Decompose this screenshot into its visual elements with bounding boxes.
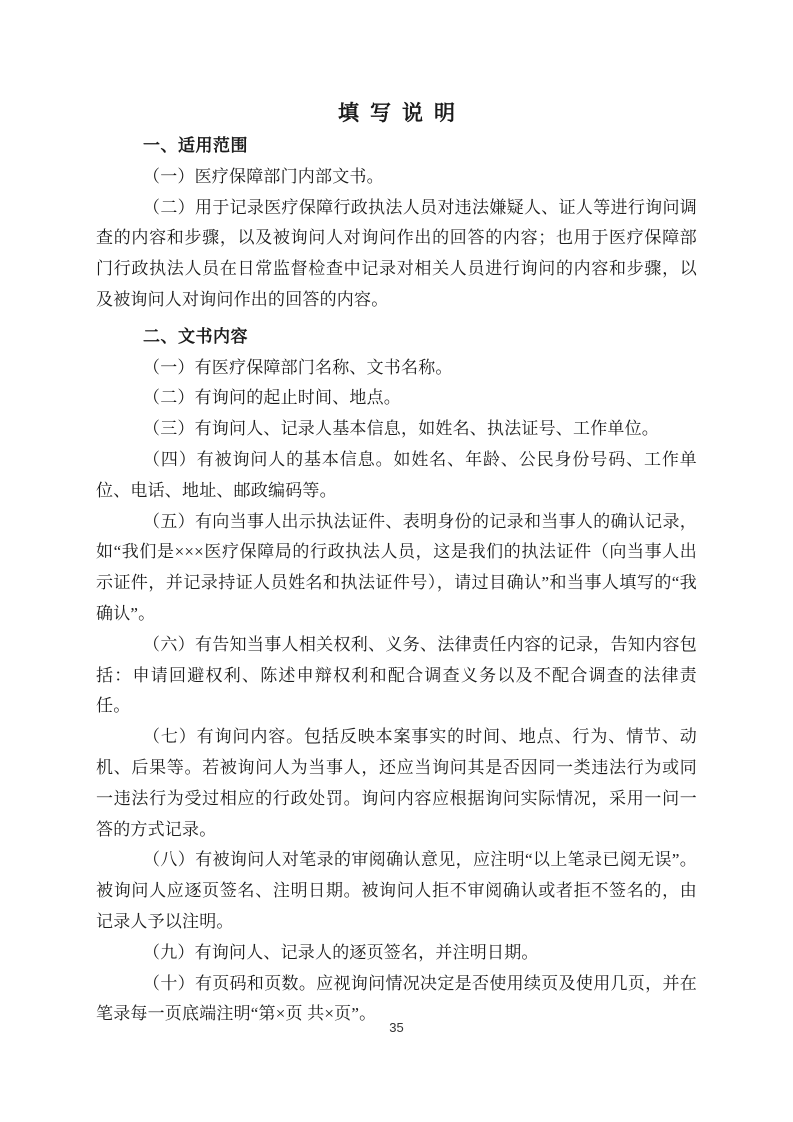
paragraph: （二）有询问的起止时间、地点。 <box>143 388 401 408</box>
page-number: 35 <box>389 1020 404 1035</box>
paragraph: （四）有被询问人的基本信息。如姓名、年龄、公民身份号码、工作单位、电话、地址、邮政编码等。 <box>96 449 697 500</box>
section-applicable-scope <box>96 131 697 316</box>
paragraph: （三）有询问人、记录人基本信息，如姓名、执法证号、工作单位。 <box>143 419 659 439</box>
paragraph: （五）有向当事人出示执法证件、表明身份的记录和当事人的确认记录，如“我们是×××医疗保障局的行政执法人员，这是我们的执法证件（向当事人出示证件，并记录持证人员姓名和执法证件号），请过目确认”和当事人填写的“我确认”。 <box>96 511 697 623</box>
document-page <box>96 97 697 1030</box>
paragraph: （九）有询问人、记录人的逐页签名，并注明日期。 <box>143 942 539 962</box>
paragraph: （二）用于记录医疗保障行政执法人员对违法嫌疑人、证人等进行询问调查的内容和步骤，以及被询问人对询问作出的回答的内容；也用于医疗保障部门行政执法人员在日常监督检查中记录对相关人员进行询问的内容和步骤，以及被询问人对询问作出的回答的内容。 <box>96 197 697 309</box>
paragraph: （一）有医疗保障部门名称、文书名称。 <box>143 357 453 377</box>
section-heading-document-content: 二、文书内容 <box>143 326 248 346</box>
paragraph: （一）医疗保障部门内部文书。 <box>143 166 384 186</box>
paragraph: （十）有页码和页数。应视询问情况决定是否使用续页及使用几页，并在笔录每一页底端注明“第×页 共×页”。 <box>96 973 697 1024</box>
section-heading-applicable-scope: 一、适用范围 <box>143 136 248 155</box>
document-title: 填写说明 <box>338 101 466 125</box>
section-document-content <box>96 322 697 1030</box>
paragraph: （六）有告知当事人相关权利、义务、法律责任内容的记录，告知内容包括：申请回避权利、陈述申辩权利和配合调查义务以及不配合调查的法律责任。 <box>96 634 697 716</box>
paragraph: （八）有被询问人对笔录的审阅确认意见，应注明“以上笔录已阅无误”。被询问人应逐页签名、注明日期。被询问人拒不审阅确认或者拒不签名的，由记录人予以注明。 <box>96 850 697 931</box>
paragraph: （七）有询问内容。包括反映本案事实的时间、地点、行为、情节、动机、后果等。若被询问人为当事人，还应当询问其是否因同一类违法行为或同一违法行为受过相应的行政处罚。询问内容应根据询问实际情况，采用一问一答的方式记录。 <box>96 727 697 839</box>
